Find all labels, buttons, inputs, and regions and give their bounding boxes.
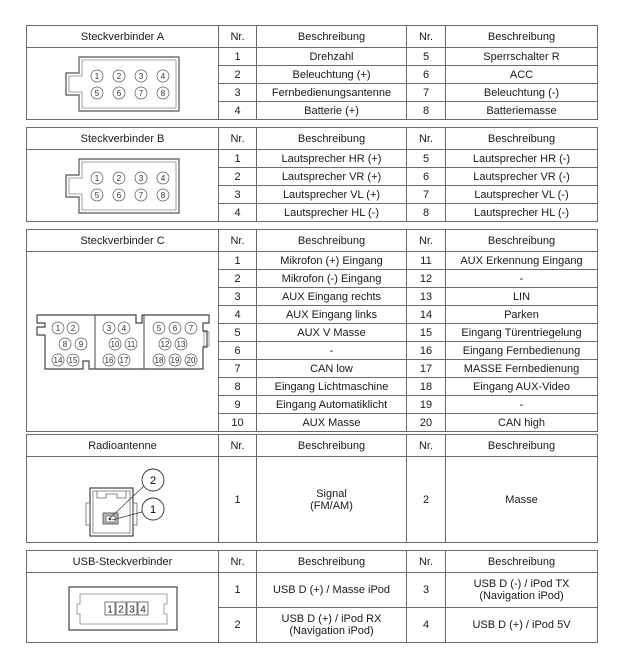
pin-label: 4 <box>160 71 165 81</box>
connector-a-table <box>26 25 598 120</box>
column-header-nr: Nr. <box>407 435 446 457</box>
pin-label: 1 <box>94 71 99 81</box>
pin-description: Sperrschalter R <box>446 48 598 66</box>
pin-label: 12 <box>160 339 169 349</box>
table-row <box>27 48 598 66</box>
column-header-description: Beschreibung <box>446 551 598 573</box>
description-line: USB D (+) / iPod RX <box>281 613 382 625</box>
pin-number: 1 <box>219 573 257 608</box>
pin-number: 14 <box>407 306 446 324</box>
usb-connector-icon <box>67 584 179 632</box>
pin-number: 4 <box>219 306 257 324</box>
pin-description: Eingang Fernbedienung <box>446 342 598 360</box>
connector-title: Radioantenne <box>27 435 219 457</box>
column-header-description: Beschreibung <box>257 128 407 150</box>
usb-connector-diagram <box>27 573 219 643</box>
column-header-nr: Nr. <box>219 128 257 150</box>
pin-number: 5 <box>407 150 446 168</box>
pin-label: 8 <box>160 190 165 200</box>
connector-b-diagram <box>27 150 219 222</box>
pin-label: 1 <box>55 323 60 333</box>
pin-number: 3 <box>407 573 446 608</box>
pin-description: AUX V Masse <box>257 324 407 342</box>
pin-number: 5 <box>219 324 257 342</box>
pin-description: LIN <box>446 288 598 306</box>
pin-description: Beleuchtung (-) <box>446 84 598 102</box>
pin-number: 4 <box>219 204 257 222</box>
pin-label: 6 <box>116 190 121 200</box>
pin-description: Lautsprecher VL (+) <box>257 186 407 204</box>
usb-connector-table <box>26 550 598 643</box>
pin-number: 4 <box>219 102 257 120</box>
pin-number: 20 <box>407 414 446 432</box>
pin-label: 7 <box>188 323 193 333</box>
pin-number: 2 <box>219 168 257 186</box>
pin-label: 17 <box>119 355 128 365</box>
pin-description: CAN high <box>446 414 598 432</box>
pin-description: CAN low <box>257 360 407 378</box>
column-header-description: Beschreibung <box>257 26 407 48</box>
pin-number: 6 <box>407 168 446 186</box>
pin-label: 19 <box>170 355 179 365</box>
pin-number: 6 <box>219 342 257 360</box>
pin-label: 3 <box>138 71 143 81</box>
pin-number: 3 <box>219 186 257 204</box>
antenna-connector-icon <box>68 460 178 540</box>
pin-description: Fernbedienungsantenne <box>257 84 407 102</box>
column-header-description: Beschreibung <box>257 551 407 573</box>
radio-antenna-diagram <box>27 457 219 543</box>
column-header-nr: Nr. <box>219 230 257 252</box>
pin-description: Eingang Automatiklicht <box>257 396 407 414</box>
pin-label: 7 <box>138 88 143 98</box>
pin-description: Lautsprecher VR (-) <box>446 168 598 186</box>
pin-description: Eingang AUX-Video <box>446 378 598 396</box>
pin-number: 8 <box>407 102 446 120</box>
pin-number: 1 <box>219 150 257 168</box>
pin-description: Mikrofon (+) Eingang <box>257 252 407 270</box>
pin-label: 1 <box>94 173 99 183</box>
pin-label: 2 <box>70 323 75 333</box>
column-header-nr: Nr. <box>407 26 446 48</box>
connector-8pin-icon <box>63 53 183 115</box>
pin-number: 7 <box>407 84 446 102</box>
connector-20pin-icon <box>33 311 213 373</box>
pin-number: 4 <box>407 608 446 643</box>
pin-description: AUX Masse <box>257 414 407 432</box>
pin-description: Parken <box>446 306 598 324</box>
table-row <box>27 573 598 608</box>
pin-label: 16 <box>104 355 113 365</box>
description-line: (Navigation iPod) <box>479 590 564 602</box>
pin-number: 1 <box>219 48 257 66</box>
pin-label: 2 <box>116 71 121 81</box>
pin-description <box>257 457 407 543</box>
pin-description: Eingang Türentriegelung <box>446 324 598 342</box>
pin-label: 8 <box>62 339 67 349</box>
pin-label: 6 <box>116 88 121 98</box>
pin-number: 13 <box>407 288 446 306</box>
connector-title: Steckverbinder C <box>27 230 219 252</box>
pin-description: Eingang Lichtmaschine <box>257 378 407 396</box>
pin-number: 1 <box>219 252 257 270</box>
connector-title: Steckverbinder A <box>27 26 219 48</box>
connector-title: USB-Steckverbinder <box>27 551 219 573</box>
pin-number: 2 <box>219 608 257 643</box>
column-header-nr: Nr. <box>219 435 257 457</box>
pin-description <box>257 608 407 643</box>
pin-description: Drehzahl <box>257 48 407 66</box>
pin-number: 15 <box>407 324 446 342</box>
pin-description: Batterie (+) <box>257 102 407 120</box>
pin-label: 5 <box>94 88 99 98</box>
pin-number: 10 <box>219 414 257 432</box>
pin-description: MASSE Fernbedienung <box>446 360 598 378</box>
column-header-description: Beschreibung <box>446 128 598 150</box>
pin-description: Lautsprecher HL (-) <box>446 204 598 222</box>
pin-number: 1 <box>219 457 257 543</box>
column-header-nr: Nr. <box>219 26 257 48</box>
pin-label: 5 <box>156 323 161 333</box>
connector-a-diagram <box>27 48 219 120</box>
column-header-nr: Nr. <box>407 551 446 573</box>
pin-number: 2 <box>407 457 446 543</box>
usb-pin-label: 2 <box>117 604 124 615</box>
pin-label: 7 <box>138 190 143 200</box>
pin-number: 12 <box>407 270 446 288</box>
pin-number: 7 <box>407 186 446 204</box>
pin-label: 3 <box>106 323 111 333</box>
pin-number: 9 <box>219 396 257 414</box>
pin-number: 3 <box>219 84 257 102</box>
radio-antenna-table <box>26 434 598 543</box>
table-row <box>27 457 598 543</box>
pin-label: 15 <box>68 355 77 365</box>
pin-label: 18 <box>154 355 163 365</box>
pin-label: 10 <box>110 339 119 349</box>
callout-label: 2 <box>149 474 156 487</box>
connector-b-table <box>26 127 598 222</box>
pin-description: - <box>446 270 598 288</box>
pin-label: 11 <box>126 339 135 349</box>
pin-description: AUX Eingang rechts <box>257 288 407 306</box>
pin-description: Lautsprecher HR (+) <box>257 150 407 168</box>
pin-number: 8 <box>407 204 446 222</box>
pin-description <box>446 573 598 608</box>
pin-number: 5 <box>407 48 446 66</box>
description-line: (FM/AM) <box>310 499 353 512</box>
pin-description: Lautsprecher HR (-) <box>446 150 598 168</box>
callout-label: 1 <box>149 503 156 516</box>
pin-label: 4 <box>160 173 165 183</box>
pin-label: 4 <box>121 323 126 333</box>
pin-number: 18 <box>407 378 446 396</box>
usb-pin-label: 1 <box>106 604 113 615</box>
pin-number: 11 <box>407 252 446 270</box>
pin-description: USB D (+) / Masse iPod <box>257 573 407 608</box>
table-row <box>27 150 598 168</box>
pin-description: - <box>446 396 598 414</box>
pin-description: Lautsprecher HL (-) <box>257 204 407 222</box>
pin-description: ACC <box>446 66 598 84</box>
pin-number: 2 <box>219 66 257 84</box>
usb-pin-label: 4 <box>139 604 146 615</box>
pin-label: 6 <box>172 323 177 333</box>
pin-label: 2 <box>116 173 121 183</box>
description-line: USB D (-) / iPod TX <box>473 578 570 590</box>
column-header-description: Beschreibung <box>446 435 598 457</box>
column-header-nr: Nr. <box>407 128 446 150</box>
pin-description: Batteriemasse <box>446 102 598 120</box>
pin-number: 16 <box>407 342 446 360</box>
table-row <box>27 252 598 270</box>
pin-label: 9 <box>78 339 83 349</box>
pin-description: Lautsprecher VL (-) <box>446 186 598 204</box>
column-header-description: Beschreibung <box>446 26 598 48</box>
pin-label: 5 <box>94 190 99 200</box>
pin-number: 6 <box>407 66 446 84</box>
usb-pin-label: 3 <box>128 604 135 615</box>
connector-title: Steckverbinder B <box>27 128 219 150</box>
pin-description: - <box>257 342 407 360</box>
pin-number: 19 <box>407 396 446 414</box>
column-header-description: Beschreibung <box>446 230 598 252</box>
pin-description: Masse <box>446 457 598 543</box>
pin-description: USB D (+) / iPod 5V <box>446 608 598 643</box>
column-header-nr: Nr. <box>219 551 257 573</box>
pin-description: AUX Eingang links <box>257 306 407 324</box>
pin-label: 20 <box>186 355 195 365</box>
pin-label: 14 <box>53 355 62 365</box>
description-line: Signal <box>316 487 347 500</box>
connector-c-diagram <box>27 252 219 432</box>
pin-label: 8 <box>160 88 165 98</box>
pin-number: 17 <box>407 360 446 378</box>
pin-label: 13 <box>176 339 185 349</box>
pin-number: 7 <box>219 360 257 378</box>
pin-label: 3 <box>138 173 143 183</box>
column-header-description: Beschreibung <box>257 230 407 252</box>
connector-c-table <box>26 229 598 432</box>
connector-8pin-icon <box>63 155 183 217</box>
column-header-description: Beschreibung <box>257 435 407 457</box>
pin-number: 8 <box>219 378 257 396</box>
pin-description: AUX Erkennung Eingang <box>446 252 598 270</box>
column-header-nr: Nr. <box>407 230 446 252</box>
pin-number: 2 <box>219 270 257 288</box>
description-line: (Navigation iPod) <box>289 625 374 637</box>
pin-description: Lautsprecher VR (+) <box>257 168 407 186</box>
pin-description: Mikrofon (-) Eingang <box>257 270 407 288</box>
pin-description: Beleuchtung (+) <box>257 66 407 84</box>
pin-number: 3 <box>219 288 257 306</box>
